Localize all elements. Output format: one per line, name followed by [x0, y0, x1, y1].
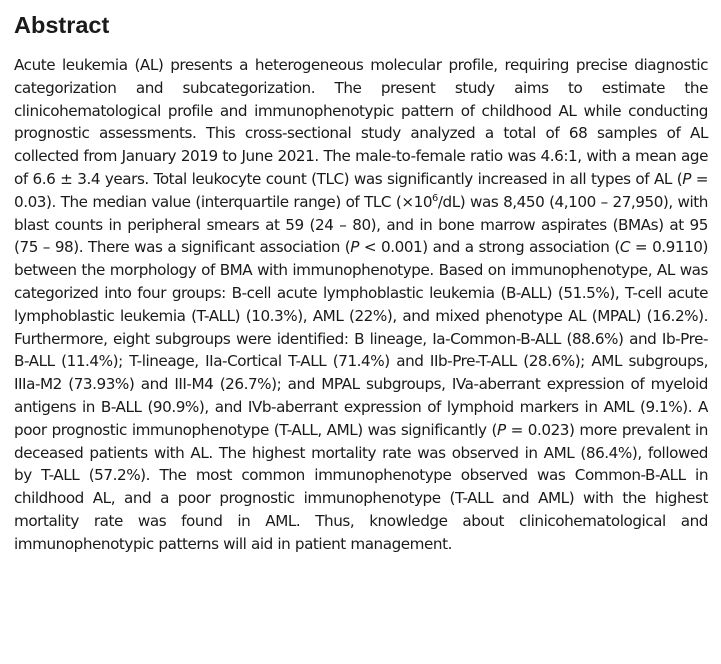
- p-value-symbol: P: [496, 420, 506, 439]
- abstract-section: [14, 10, 708, 556]
- abstract-text-6: = 0.023) more prevalent in deceased patients with AL. The highest mortality rate was observed in AML (86.4%), followed by T-ALL (57.2%). The most common immunophenotype observed was Common-B-ALL in childhood AL, and a poor prognostic immunophenotype (T-ALL and AML) with the highest mortality rate was found in AML. Thus, knowledge about clinicohematological and immunophenotypic patterns will aid in patient management.: [14, 420, 708, 553]
- abstract-body: [14, 54, 708, 556]
- abstract-text-2: = 0.03). The median value (interquartile range) of TLC (×10: [14, 169, 708, 211]
- abstract-heading: Abstract: [14, 12, 110, 38]
- c-coefficient-symbol: C: [619, 238, 631, 257]
- p-value-symbol: P: [350, 238, 359, 257]
- abstract-text-3: /dL) was 8,450 (4,100 – 27,950), with blast counts in peripheral smears at 59 (24 – 80), and in bone marrow aspirates (BMAs) at 95 (75 – 98). There was a significant association (: [14, 192, 708, 257]
- exponent-superscript: 6: [432, 192, 438, 204]
- abstract-text-1: Acute leukemia (AL) presents a heterogeneous molecular profile, requiring precise diagnostic categorization and subcategorization. The present study aims to estimate the clinicohematological profile and immunophenotypic pattern of childhood AL while conducting prognostic assessments. This cross-sectional study analyzed a total of 68 samples of AL collected from January 2019 to June 2021. The male-to-female ratio was 4.6:1, with a mean age of 6.6 ± 3.4 years. Total leukocyte count (TLC) was significantly increased in all types of AL (: [14, 56, 708, 188]
- p-value-symbol: P: [682, 169, 691, 188]
- abstract-text-4: < 0.001) and a strong association (: [358, 238, 620, 257]
- abstract-text-5: = 0.9110) between the morphology of BMA with immunophenotype. Based on immunophenotype, AL was categorized into four groups: B-cell acute lymphoblastic leukemia (B-ALL) (51.5%), T-cell acute lymphoblastic leukemia (T-ALL) (10.3%), AML (22%), and mixed phenotype AL (MPAL) (16.2%). Furthermore, eight subgroups were identified: B lineage, Ia-Common-B-ALL (88.6%) and Ib-Pre-B-ALL (11.4%); T-lineage, IIa-Cortical T-ALL (71.4%) and IIb-Pre-T-ALL (28.6%); AML subgroups, IIIa-M2 (73.93%) and III-M4 (26.7%); and MPAL subgroups, IVa-aberrant expression of myeloid antigens in B-ALL (90.9%), and IVb-aberrant expression of lymphoid markers in AML (9.1%). A poor prognostic immunophenotype (T-ALL, AML) was significantly (: [14, 238, 708, 439]
